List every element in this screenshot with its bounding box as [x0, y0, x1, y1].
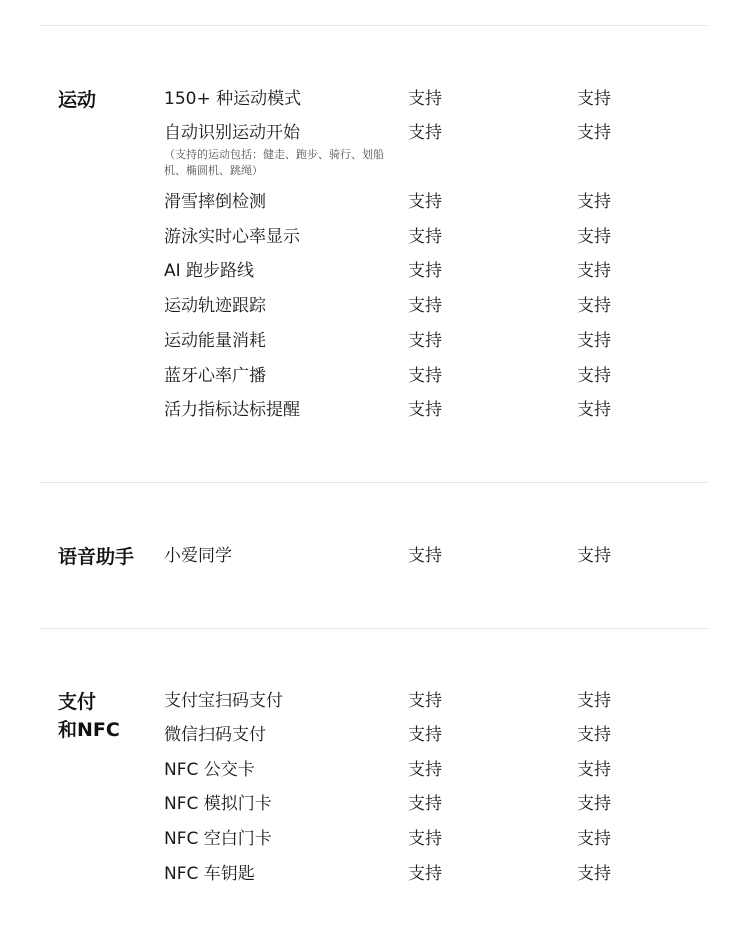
support-value: 支持	[408, 725, 442, 745]
support-value: 支持	[577, 760, 611, 780]
support-value: 支持	[577, 123, 611, 143]
support-value: 支持	[577, 261, 611, 281]
support-value: 支持	[408, 123, 442, 143]
support-value: 支持	[408, 760, 442, 780]
support-value: 支持	[577, 546, 611, 566]
category-label: 语音助手	[58, 546, 135, 568]
feature-label: 自动识别运动开始	[164, 123, 300, 143]
support-value: 支持	[408, 89, 442, 109]
category-sport	[58, 86, 96, 114]
divider-voice-payment	[40, 628, 708, 629]
feature-label: 支付宝扫码支付	[164, 691, 283, 711]
feature-note: （支持的运动包括：健走、跑步、骑行、划船机、椭圆机、跳绳）	[164, 148, 384, 177]
support-value: 支持	[577, 794, 611, 814]
support-value: 支持	[577, 366, 611, 386]
feature-label: 蓝牙心率广播	[164, 366, 266, 386]
support-value: 支持	[577, 192, 611, 212]
feature-label: 小爱同学	[164, 546, 232, 566]
feature-label: 活力指标达标提醒	[164, 400, 300, 420]
category-voice-assistant	[58, 543, 134, 571]
divider-sport-voice	[40, 482, 708, 483]
support-value: 支持	[577, 864, 611, 884]
category-payment-nfc	[58, 688, 120, 744]
feature-label: 运动能量消耗	[164, 331, 266, 351]
support-value: 支持	[408, 261, 442, 281]
feature-label: NFC 模拟门卡	[164, 794, 272, 814]
support-value: 支持	[408, 366, 442, 386]
feature-label: NFC 车钥匙	[164, 864, 255, 884]
feature-label: 150+ 种运动模式	[164, 89, 302, 109]
support-value: 支持	[408, 546, 442, 566]
support-value: 支持	[408, 829, 442, 849]
support-value: 支持	[408, 331, 442, 351]
category-label: 和NFC	[58, 719, 120, 741]
support-value: 支持	[408, 227, 442, 247]
support-value: 支持	[577, 227, 611, 247]
feature-label: 滑雪摔倒检测	[164, 192, 266, 212]
support-value: 支持	[577, 331, 611, 351]
feature-label: AI 跑步路线	[164, 261, 255, 281]
feature-label: 游泳实时心率显示	[164, 227, 300, 247]
support-value: 支持	[577, 296, 611, 316]
feature-label: 微信扫码支付	[164, 725, 266, 745]
support-value: 支持	[577, 829, 611, 849]
support-value: 支持	[408, 691, 442, 711]
support-value: 支持	[408, 794, 442, 814]
feature-label: NFC 空白门卡	[164, 829, 272, 849]
feature-label: NFC 公交卡	[164, 760, 255, 780]
support-value: 支持	[408, 400, 442, 420]
support-value: 支持	[408, 192, 442, 212]
support-value: 支持	[408, 864, 442, 884]
support-value: 支持	[577, 89, 611, 109]
support-value: 支持	[408, 296, 442, 316]
category-label: 支付	[58, 691, 97, 713]
support-value: 支持	[577, 400, 611, 420]
feature-label: 运动轨迹跟踪	[164, 296, 266, 316]
support-value: 支持	[577, 725, 611, 745]
category-label: 运动	[58, 89, 97, 111]
support-value: 支持	[577, 691, 611, 711]
divider-top	[40, 25, 708, 26]
